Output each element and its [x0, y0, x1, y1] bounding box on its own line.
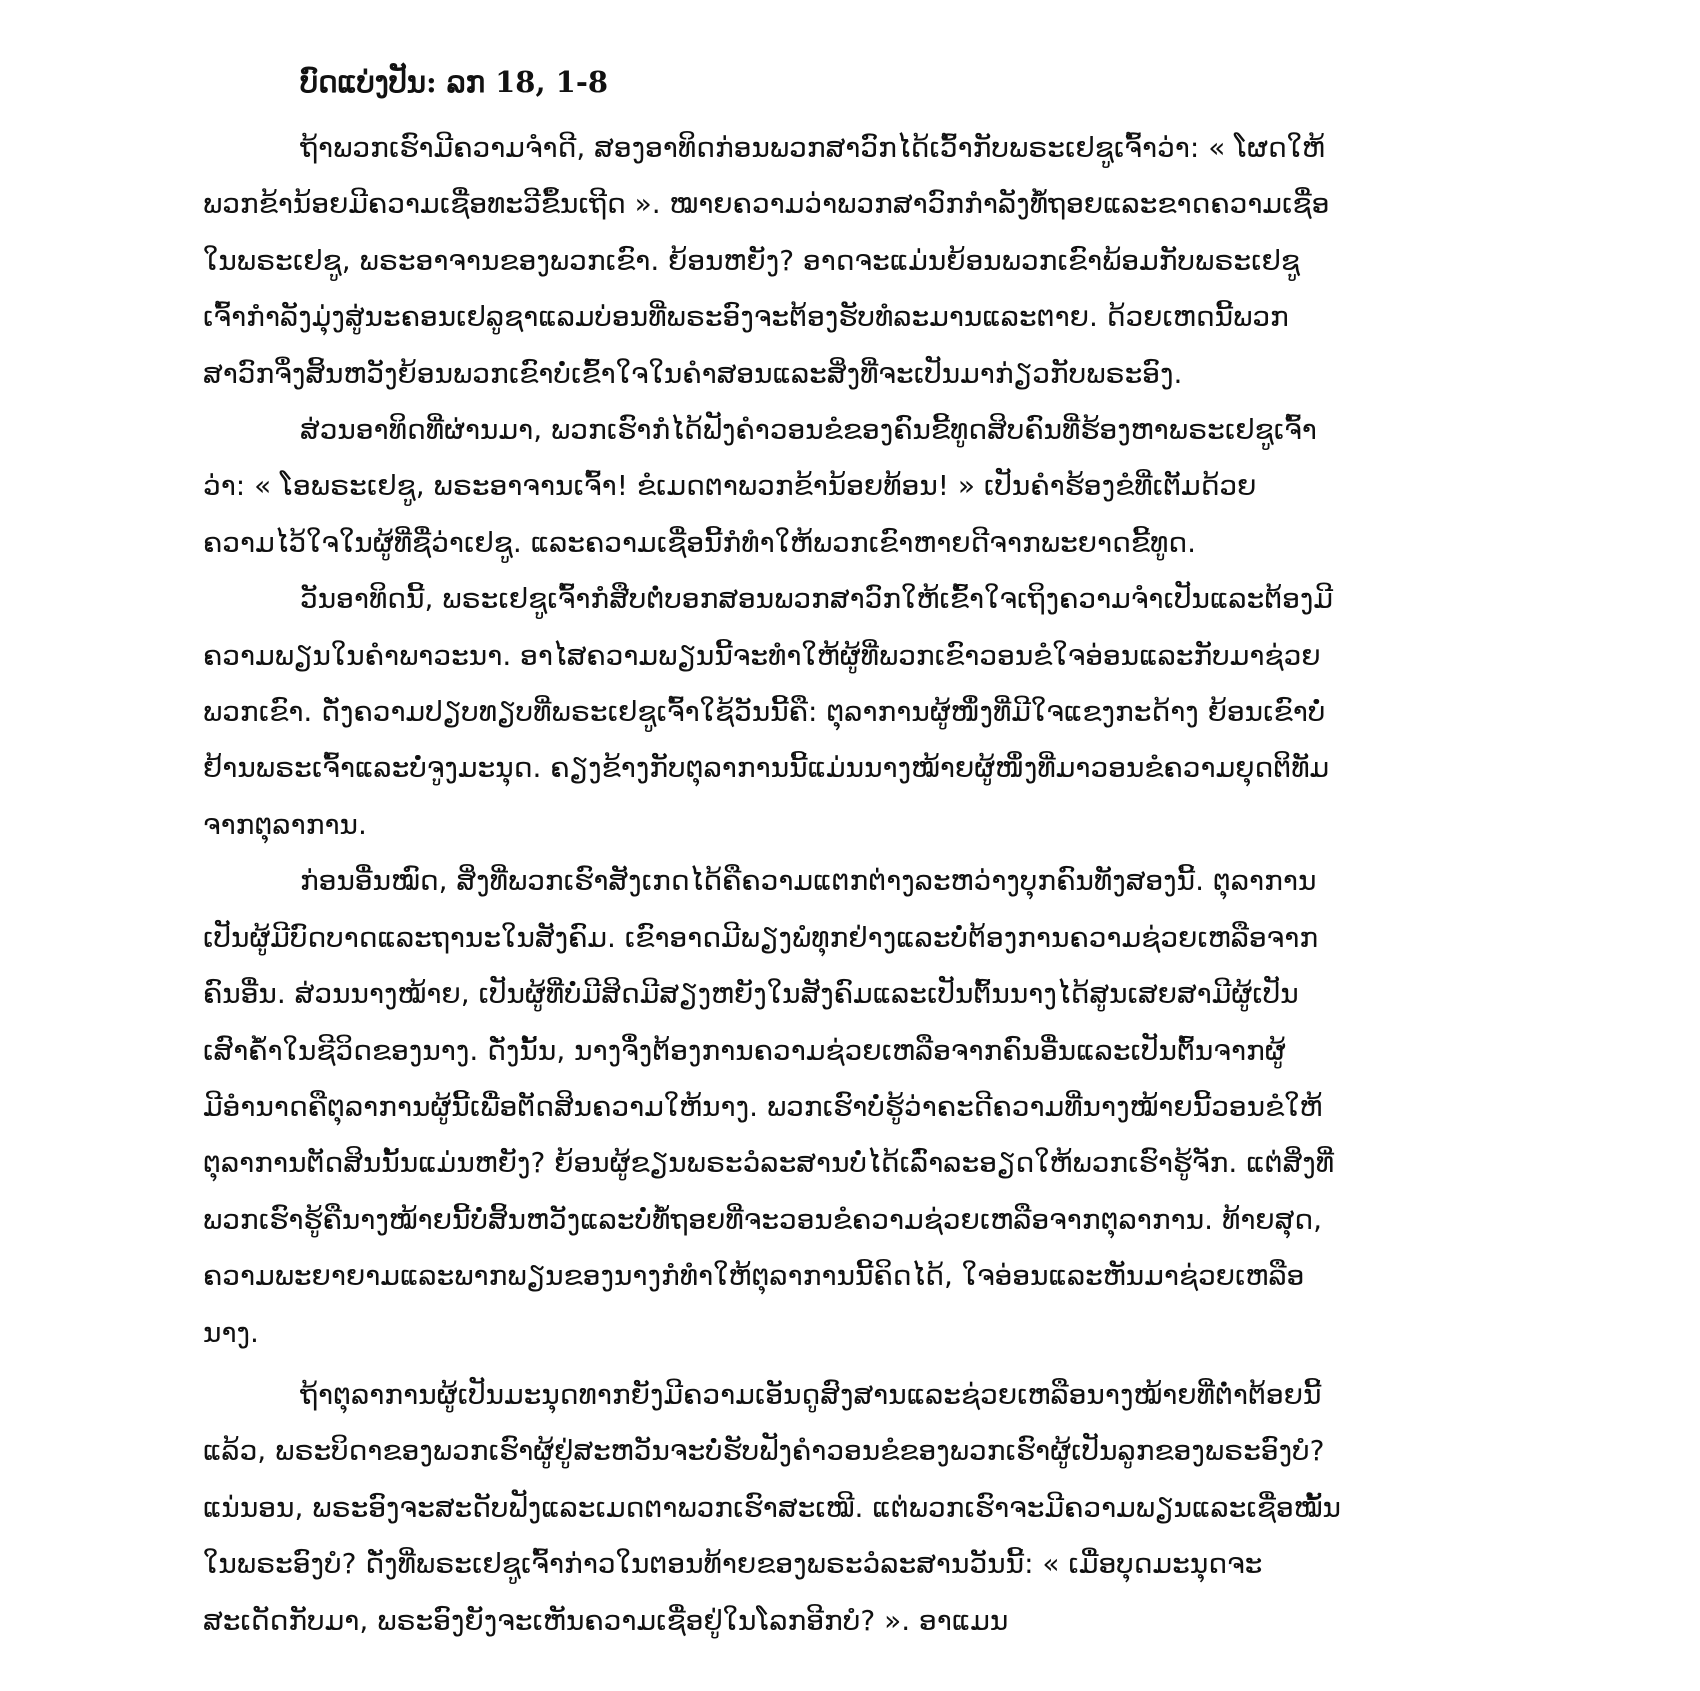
paragraph-4: ກ່ອນອື່ນໝົດ, ສິ່ງທີ່ພວກເຮົາສັງເກດໄດ້ຄືຄວາມແຕກຕ່າງລະຫວ່າງບຸກຄົນທັງສອງນີ້. ຕຸລາການ ເປັນຜູ້ມີບົດບາດແລະຖານະໃນສັງຄົມ. ເຂົາອາດມີພຽງພໍທຸກຢ່າງແລະບໍ່ຕ້ອງການຄວາມຊ່ວຍເຫລືອຈາກ ຄົນອື່ນ. ສ່ວນນາງໝ້າຍ, ເປັນຜູ້ທີ່ບໍ່ມີສິດມີສຽງຫຍັງໃນສັງຄົມແລະເປັນຕົ້ນນາງໄດ້ສູນເສຍສາມີຜູ້ເປັນ ເສົາຄໍ້າໃນຊີວິດຂອງນາງ. ດັ່ງນັ້ນ, ນາງຈຶ່ງຕ້ອງການຄວາມຊ່ວຍເຫລືອຈາກຄົນອື່ນແລະເປັນຕົ້ນຈາກຜູ້ ມີອຳນາດຄືຕຸລາການຜູ້ນີ້ເພື່ອຕັດສິນຄວາມໃຫ້ນາງ. ພວກເຮົາບໍ່ຮູ້ວ່າຄະດີຄວາມທີ່ນາງໝ້າຍນີ້ວອນຂໍໃຫ້ ຕຸລາການຕັດສິນນັ້ນແມ່ນຫຍັງ? ຍ້ອນຜູ້ຂຽນພຣະວໍລະສານບໍ່ໄດ້ເລົ່າລະອຽດໃຫ້ພວກເຮົາຮູ້ຈັກ. ແຕ່ສິ່ງທີ່ ພວກເຮົາຮູ້ຄືນາງໝ້າຍນີ້ບໍ່ສິ້ນຫວັງແລະບໍ່ທໍ້ຖອຍທີ່ຈະວອນຂໍຄວາມຊ່ວຍເຫລືອຈາກຕຸລາການ. ທ້າຍສຸດ, ຄວາມພະຍາຍາມແລະພາກພຽນຂອງນາງກໍທຳໃຫ້ຕຸລາການນີ້ຄິດໄດ້, ໃຈອ່ອນແລະຫັນມາຊ່ວຍເຫລືອ ນາງ.	[203, 864, 1335, 1349]
document-body	[203, 120, 1498, 1649]
paragraph-1: ຖ້າພວກເຮົາມີຄວາມຈຳດີ, ສອງອາທິດກ່ອນພວກສາວົກໄດ້ເວົ້າກັບພຣະເຢຊູເຈົ້າວ່າ: « ໂຜດໃຫ້ ພວກຂ້ານ້ອຍມີຄວາມເຊື່ອທະວີຂຶ້ນເຖີດ ». ໝາຍຄວາມວ່າພວກສາວົກກຳລັງທໍ້ຖອຍແລະຂາດຄວາມເຊື່ອ ໃນພຣະເຢຊູ, ພຣະອາຈານຂອງພວກເຂົາ. ຍ້ອນຫຍັງ? ອາດຈະແມ່ນຍ້ອນພວກເຂົາພ້ອມກັບພຣະເຢຊູ ເຈົ້າກຳລັງມຸ່ງສູ່ນະຄອນເຢລູຊາແລມບ່ອນທີ່ພຣະອົງຈະຕ້ອງຮັບທໍລະມານແລະຕາຍ. ດ້ວຍເຫດນີ້ພວກ ສາວົກຈຶ່ງສິ້ນຫວັງຍ້ອນພວກເຂົາບໍ່ເຂົ້າໃຈໃນຄຳສອນແລະສິ່ງທີ່ຈະເປັນມາກ່ຽວກັບພຣະອົງ.	[203, 131, 1330, 390]
paragraph-5: ຖ້າຕຸລາການຜູ້ເປັນມະນຸດທາກຍັງມີຄວາມເອັນດູສົງສານແລະຊ່ວຍເຫລືອນາງໝ້າຍທີ່ຕໍ່າຕ້ອຍນີ້ ແລ້ວ, ພຣະບິດາຂອງພວກເຮົາຜູ້ຢູ່ສະຫວັນຈະບໍ່ຮັບຟັງຄຳວອນຂໍຂອງພວກເຮົາຜູ້ເປັນລູກຂອງພຣະອົງບໍ? ແນ່ນອນ, ພຣະອົງຈະສະດັບຟັງແລະເມດຕາພວກເຮົາສະເໝີ. ແຕ່ພວກເຮົາຈະມີຄວາມພຽນແລະເຊື່ອໝັ້ນ ໃນພຣະອົງບໍ? ດັ່ງທີ່ພຣະເຢຊູເຈົ້າກ່າວໃນຕອນທ້າຍຂອງພຣະວໍລະສານວັນນີ້: « ເມື່ອບຸດມະນຸດຈະ ສະເດັດກັບມາ, ພຣະອົງຍັງຈະເຫັນຄວາມເຊື່ອຢູ່ໃນໂລກອີກບໍ? ». ອາແມນ	[203, 1377, 1341, 1637]
paragraph-2: ສ່ວນອາທິດທີ່ຜ່ານມາ, ພວກເຮົາກໍໄດ້ຟັງຄຳວອນຂໍຂອງຄົນຂີ້ທູດສິບຄົນທີ່ຮ້ອງຫາພຣະເຢຊູເຈົ້າ ວ່າ: « ໂອພຣະເຢຊູ, ພຣະອາຈານເຈົ້າ! ຂໍເມດຕາພວກຂ້ານ້ອຍທ້ອນ! » ເປັນຄຳຮ້ອງຂໍທີ່ເຕັມດ້ວຍ ຄວາມໄວ້ໃຈໃນຜູ້ທີ່ຊື່ວ່າເຢຊູ. ແລະຄວາມເຊື່ອນີ້ກໍທຳໃຫ້ພວກເຂົາຫາຍດີຈາກພະຍາດຂີ້ທູດ.	[203, 413, 1317, 559]
paragraph-3: ວັນອາທິດນີ້, ພຣະເຢຊູເຈົ້າກໍສືບຕໍ່ບອກສອນພວກສາວົກໃຫ້ເຂົ້າໃຈເຖິງຄວາມຈຳເປັນແລະຕ້ອງມີ ຄວາມພຽນໃນຄຳພາວະນາ. ອາໄສຄວາມພຽນນີ້ຈະທຳໃຫ້ຜູ້ທີ່ພວກເຂົາວອນຂໍໃຈອ່ອນແລະກັບມາຊ່ວຍ ພວກເຂົາ. ດັ່ງຄວາມປຽບທຽບທີ່ພຣະເຢຊູເຈົ້າໃຊ້ວັນນີ້ຄື: ຕຸລາການຜູ້ໜຶ່ງທີ່ມີໃຈແຂງກະດ້າງ ຍ້ອນເຂົາບໍ່ ຢ້ານພຣະເຈົ້າແລະບໍ່ຈູງມະນຸດ. ຄຽງຂ້າງກັບຕຸລາການນີ້ແມ່ນນາງໝ້າຍຜູ້ໜຶ່ງທີ່ມາວອນຂໍຄວາມຍຸດຕິທັມ ຈາກຕຸລາການ.	[203, 582, 1334, 841]
document-title: ບົດແບ່ງປັນ: ລກ 18, 1-8	[300, 65, 609, 99]
